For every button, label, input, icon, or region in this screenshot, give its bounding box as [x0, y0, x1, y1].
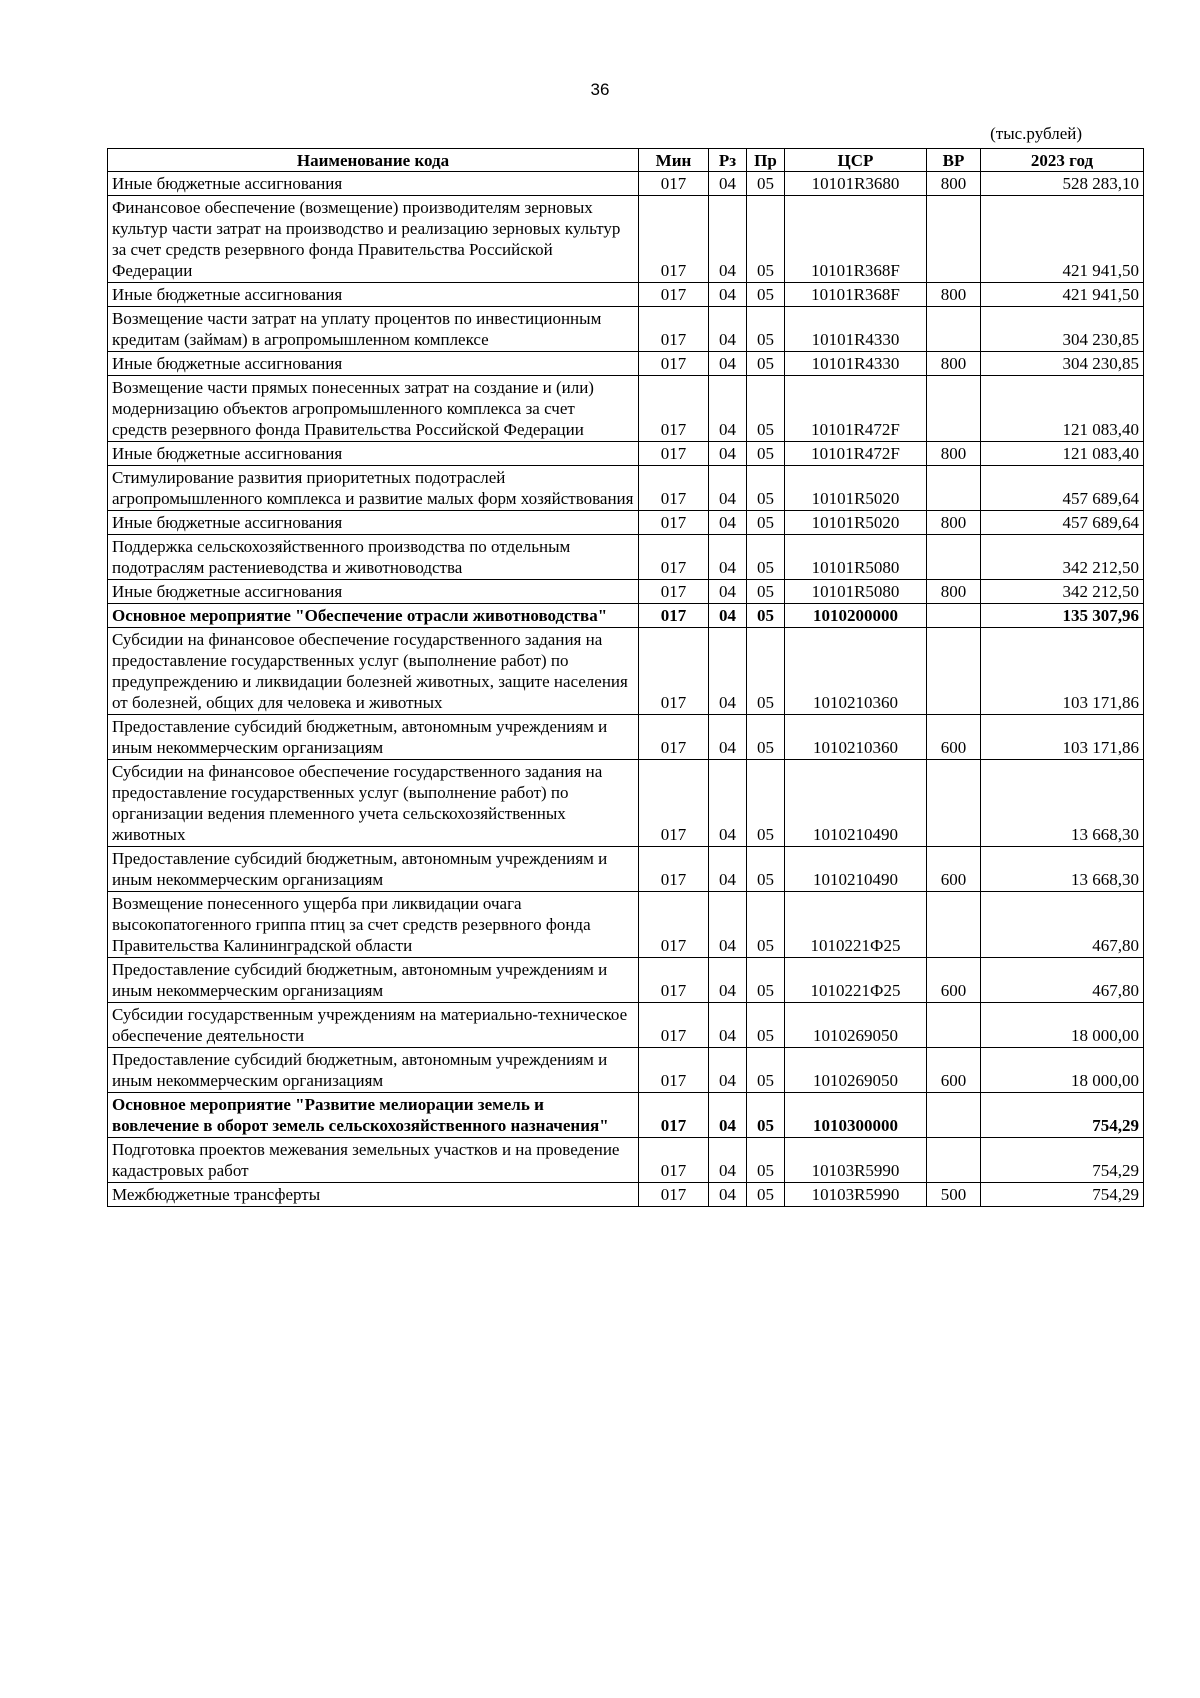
- cell-vr: 600: [927, 847, 981, 892]
- cell-rz: 04: [709, 847, 747, 892]
- cell-sum: 457 689,64: [981, 466, 1144, 511]
- cell-min: 017: [639, 958, 709, 1003]
- cell-csr: 1010200000: [785, 604, 927, 628]
- table-row: [108, 376, 1144, 442]
- cell-min: 017: [639, 511, 709, 535]
- cell-name: Поддержка сельскохозяйственного производства по отдельным подотраслям растениеводства и животноводства: [108, 535, 639, 580]
- table-row: [108, 892, 1144, 958]
- cell-min: 017: [639, 376, 709, 442]
- cell-csr: 10101R5020: [785, 511, 927, 535]
- cell-rz: 04: [709, 892, 747, 958]
- cell-pr: 05: [747, 1048, 785, 1093]
- cell-name: Возмещение части затрат на уплату процентов по инвестиционным кредитам (займам) в агропромышленном комплексе: [108, 307, 639, 352]
- table-row: [108, 847, 1144, 892]
- cell-min: 017: [639, 307, 709, 352]
- cell-csr: 1010221Ф25: [785, 892, 927, 958]
- cell-sum: 342 212,50: [981, 580, 1144, 604]
- cell-min: 017: [639, 535, 709, 580]
- cell-vr: [927, 376, 981, 442]
- cell-name: Предоставление субсидий бюджетным, автономным учреждениям и иным некоммерческим организациям: [108, 958, 639, 1003]
- cell-name: Субсидии на финансовое обеспечение государственного задания на предоставление государственных услуг (выполнение работ) по предупреждению и ликвидации болезней животных, защите населения от болезней, общих для человека и животных: [108, 628, 639, 715]
- cell-pr: 05: [747, 307, 785, 352]
- cell-min: 017: [639, 1048, 709, 1093]
- cell-rz: 04: [709, 172, 747, 196]
- table-row: [108, 604, 1144, 628]
- cell-min: 017: [639, 604, 709, 628]
- cell-name: Подготовка проектов межевания земельных участков и на проведение кадастровых работ: [108, 1138, 639, 1183]
- cell-sum: 18 000,00: [981, 1003, 1144, 1048]
- cell-min: 017: [639, 580, 709, 604]
- cell-name: Иные бюджетные ассигнования: [108, 511, 639, 535]
- cell-sum: 421 941,50: [981, 283, 1144, 307]
- cell-vr: [927, 892, 981, 958]
- table-row: [108, 307, 1144, 352]
- cell-sum: 754,29: [981, 1093, 1144, 1138]
- cell-vr: [927, 466, 981, 511]
- cell-csr: 1010210360: [785, 715, 927, 760]
- cell-min: 017: [639, 760, 709, 847]
- header-pr: Пр: [747, 149, 785, 172]
- table-row: [108, 1093, 1144, 1138]
- cell-csr: 1010300000: [785, 1093, 927, 1138]
- cell-vr: 800: [927, 352, 981, 376]
- cell-vr: 600: [927, 715, 981, 760]
- table-row: [108, 715, 1144, 760]
- cell-vr: 600: [927, 958, 981, 1003]
- table-row: [108, 352, 1144, 376]
- cell-sum: 121 083,40: [981, 376, 1144, 442]
- cell-sum: 13 668,30: [981, 847, 1144, 892]
- cell-name: Иные бюджетные ассигнования: [108, 442, 639, 466]
- cell-min: 017: [639, 283, 709, 307]
- cell-csr: 10101R368F: [785, 196, 927, 283]
- cell-name: Основное мероприятие "Обеспечение отрасли животноводства": [108, 604, 639, 628]
- cell-rz: 04: [709, 760, 747, 847]
- header-csr: ЦСР: [785, 149, 927, 172]
- cell-name: Возмещение части прямых понесенных затрат на создание и (или) модернизацию объектов агропромышленного комплекса за счет средств резервного фонда Правительства Российской Федерации: [108, 376, 639, 442]
- cell-sum: 342 212,50: [981, 535, 1144, 580]
- table-row: [108, 1048, 1144, 1093]
- cell-csr: 10101R5080: [785, 580, 927, 604]
- cell-rz: 04: [709, 511, 747, 535]
- cell-sum: 754,29: [981, 1183, 1144, 1207]
- cell-pr: 05: [747, 466, 785, 511]
- cell-vr: [927, 604, 981, 628]
- cell-vr: 500: [927, 1183, 981, 1207]
- cell-csr: 10103R5990: [785, 1183, 927, 1207]
- cell-vr: 600: [927, 1048, 981, 1093]
- cell-rz: 04: [709, 628, 747, 715]
- table-row: [108, 580, 1144, 604]
- table-row: [108, 283, 1144, 307]
- cell-name: Предоставление субсидий бюджетным, автономным учреждениям и иным некоммерческим организациям: [108, 715, 639, 760]
- cell-csr: 1010210360: [785, 628, 927, 715]
- cell-vr: [927, 1003, 981, 1048]
- units-label: (тыс.рублей): [990, 124, 1082, 143]
- cell-pr: 05: [747, 1183, 785, 1207]
- cell-min: 017: [639, 892, 709, 958]
- table-row: [108, 628, 1144, 715]
- cell-rz: 04: [709, 535, 747, 580]
- cell-pr: 05: [747, 1003, 785, 1048]
- cell-sum: 754,29: [981, 1138, 1144, 1183]
- cell-min: 017: [639, 352, 709, 376]
- cell-min: 017: [639, 847, 709, 892]
- cell-csr: 1010269050: [785, 1048, 927, 1093]
- cell-name: Предоставление субсидий бюджетным, автономным учреждениям и иным некоммерческим организациям: [108, 1048, 639, 1093]
- cell-csr: 10101R4330: [785, 352, 927, 376]
- cell-min: 017: [639, 1138, 709, 1183]
- cell-pr: 05: [747, 511, 785, 535]
- cell-pr: 05: [747, 1093, 785, 1138]
- cell-csr: 1010210490: [785, 760, 927, 847]
- table-row: [108, 511, 1144, 535]
- cell-pr: 05: [747, 892, 785, 958]
- cell-rz: 04: [709, 196, 747, 283]
- cell-rz: 04: [709, 958, 747, 1003]
- cell-min: 017: [639, 1183, 709, 1207]
- cell-min: 017: [639, 466, 709, 511]
- cell-sum: 103 171,86: [981, 715, 1144, 760]
- table-row: [108, 958, 1144, 1003]
- cell-vr: 800: [927, 442, 981, 466]
- cell-csr: 10101R3680: [785, 172, 927, 196]
- cell-rz: 04: [709, 1138, 747, 1183]
- cell-csr: 10101R5080: [785, 535, 927, 580]
- cell-vr: [927, 535, 981, 580]
- cell-name: Межбюджетные трансферты: [108, 1183, 639, 1207]
- budget-table: [107, 148, 1144, 1207]
- cell-pr: 05: [747, 847, 785, 892]
- cell-rz: 04: [709, 715, 747, 760]
- cell-min: 017: [639, 1003, 709, 1048]
- cell-sum: 13 668,30: [981, 760, 1144, 847]
- cell-name: Иные бюджетные ассигнования: [108, 172, 639, 196]
- cell-rz: 04: [709, 283, 747, 307]
- cell-sum: 457 689,64: [981, 511, 1144, 535]
- cell-name: Иные бюджетные ассигнования: [108, 580, 639, 604]
- cell-rz: 04: [709, 1003, 747, 1048]
- cell-csr: 1010269050: [785, 1003, 927, 1048]
- cell-pr: 05: [747, 628, 785, 715]
- cell-sum: 467,80: [981, 958, 1144, 1003]
- table-row: [108, 172, 1144, 196]
- cell-name: Субсидии государственным учреждениям на материально-техническое обеспечение деятельности: [108, 1003, 639, 1048]
- cell-sum: 18 000,00: [981, 1048, 1144, 1093]
- cell-sum: 304 230,85: [981, 352, 1144, 376]
- cell-name: Финансовое обеспечение (возмещение) производителям зерновых культур части затрат на производство и реализацию зерновых культур за счет средств резервного фонда Правительства Российской Федерации: [108, 196, 639, 283]
- cell-rz: 04: [709, 466, 747, 511]
- cell-vr: [927, 196, 981, 283]
- cell-pr: 05: [747, 760, 785, 847]
- cell-rz: 04: [709, 307, 747, 352]
- cell-vr: [927, 628, 981, 715]
- cell-rz: 04: [709, 1093, 747, 1138]
- cell-name: Иные бюджетные ассигнования: [108, 352, 639, 376]
- cell-vr: 800: [927, 172, 981, 196]
- cell-rz: 04: [709, 580, 747, 604]
- cell-sum: 121 083,40: [981, 442, 1144, 466]
- cell-csr: 1010221Ф25: [785, 958, 927, 1003]
- cell-pr: 05: [747, 283, 785, 307]
- cell-rz: 04: [709, 442, 747, 466]
- cell-pr: 05: [747, 580, 785, 604]
- table-header-row: [108, 149, 1144, 172]
- cell-pr: 05: [747, 196, 785, 283]
- table-body: [108, 172, 1144, 1207]
- cell-csr: 10103R5990: [785, 1138, 927, 1183]
- cell-name: Возмещение понесенного ущерба при ликвидации очага высокопатогенного гриппа птиц за счет средств резервного фонда Правительства Калининградской области: [108, 892, 639, 958]
- table-row: [108, 535, 1144, 580]
- cell-min: 017: [639, 442, 709, 466]
- cell-rz: 04: [709, 352, 747, 376]
- cell-sum: 103 171,86: [981, 628, 1144, 715]
- table-row: [108, 196, 1144, 283]
- cell-sum: 467,80: [981, 892, 1144, 958]
- header-min: Мин: [639, 149, 709, 172]
- cell-vr: [927, 1093, 981, 1138]
- cell-csr: 10101R5020: [785, 466, 927, 511]
- cell-sum: 528 283,10: [981, 172, 1144, 196]
- cell-csr: 1010210490: [785, 847, 927, 892]
- cell-csr: 10101R472F: [785, 442, 927, 466]
- cell-vr: 800: [927, 511, 981, 535]
- cell-pr: 05: [747, 604, 785, 628]
- header-sum: 2023 год: [981, 149, 1144, 172]
- cell-pr: 05: [747, 376, 785, 442]
- header-vr: ВР: [927, 149, 981, 172]
- table-row: [108, 442, 1144, 466]
- cell-rz: 04: [709, 1048, 747, 1093]
- cell-name: Предоставление субсидий бюджетным, автономным учреждениям и иным некоммерческим организациям: [108, 847, 639, 892]
- cell-vr: [927, 760, 981, 847]
- cell-pr: 05: [747, 442, 785, 466]
- table-row: [108, 1138, 1144, 1183]
- table-row: [108, 760, 1144, 847]
- cell-pr: 05: [747, 958, 785, 1003]
- cell-csr: 10101R4330: [785, 307, 927, 352]
- table-row: [108, 466, 1144, 511]
- cell-pr: 05: [747, 352, 785, 376]
- cell-name: Основное мероприятие "Развитие мелиорации земель и вовлечение в оборот земель сельскохозяйственного назначения": [108, 1093, 639, 1138]
- cell-sum: 304 230,85: [981, 307, 1144, 352]
- cell-sum: 421 941,50: [981, 196, 1144, 283]
- cell-vr: [927, 307, 981, 352]
- cell-min: 017: [639, 172, 709, 196]
- page-number: 36: [590, 80, 610, 99]
- cell-name: Субсидии на финансовое обеспечение государственного задания на предоставление государственных услуг (выполнение работ) по организации ведения племенного учета сельскохозяйственных животных: [108, 760, 639, 847]
- table-row: [108, 1003, 1144, 1048]
- header-name: Наименование кода: [108, 149, 639, 172]
- cell-rz: 04: [709, 1183, 747, 1207]
- cell-pr: 05: [747, 172, 785, 196]
- cell-vr: 800: [927, 283, 981, 307]
- cell-csr: 10101R368F: [785, 283, 927, 307]
- cell-min: 017: [639, 196, 709, 283]
- cell-min: 017: [639, 1093, 709, 1138]
- cell-sum: 135 307,96: [981, 604, 1144, 628]
- cell-csr: 10101R472F: [785, 376, 927, 442]
- cell-pr: 05: [747, 715, 785, 760]
- cell-vr: 800: [927, 580, 981, 604]
- cell-vr: [927, 1138, 981, 1183]
- header-rz: Рз: [709, 149, 747, 172]
- cell-min: 017: [639, 715, 709, 760]
- cell-name: Стимулирование развития приоритетных подотраслей агропромышленного комплекса и развитие малых форм хозяйствования: [108, 466, 639, 511]
- cell-name: Иные бюджетные ассигнования: [108, 283, 639, 307]
- cell-min: 017: [639, 628, 709, 715]
- cell-rz: 04: [709, 376, 747, 442]
- cell-rz: 04: [709, 604, 747, 628]
- cell-pr: 05: [747, 535, 785, 580]
- table-row: [108, 1183, 1144, 1207]
- cell-pr: 05: [747, 1138, 785, 1183]
